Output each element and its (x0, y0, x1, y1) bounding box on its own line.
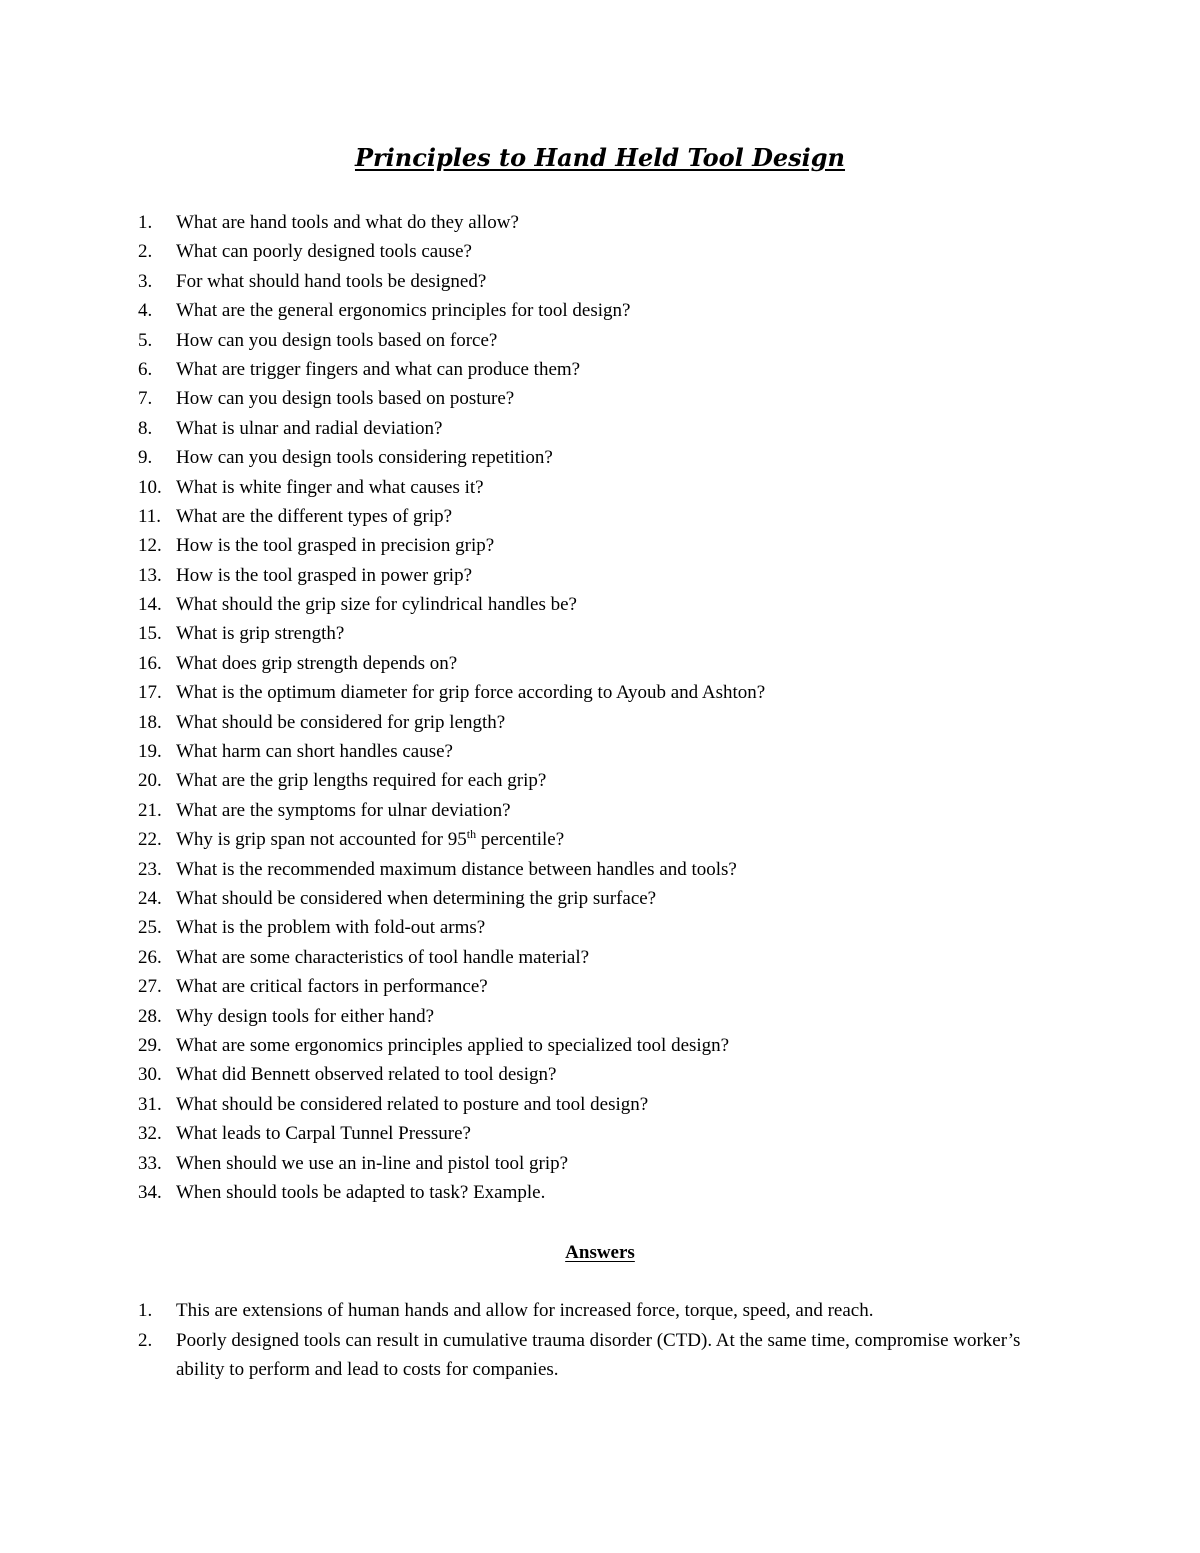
question-item (138, 1031, 1098, 1060)
question-number: 25. (138, 917, 162, 939)
question-text: What should be considered related to posture and tool design? (176, 1093, 649, 1115)
question-text: What are critical factors in performance? (176, 976, 488, 998)
question-item (138, 208, 1098, 237)
question-text: What is grip strength? (176, 623, 345, 645)
question-text: What leads to Carpal Tunnel Pressure? (176, 1123, 471, 1145)
answers-heading: Answers (565, 1242, 635, 1263)
question-number: 15. (138, 623, 162, 645)
question-text: What is the optimum diameter for grip force according to Ayoub and Ashton? (176, 682, 766, 704)
question-text: When should we use an in-line and pistol tool grip? (176, 1152, 569, 1174)
question-number: 26. (138, 946, 162, 968)
question-text: What are some characteristics of tool handle material? (176, 946, 590, 968)
question-text: What are the grip lengths required for each grip? (176, 770, 547, 792)
question-number: 17. (138, 682, 162, 704)
answer-number: 2. (138, 1329, 153, 1351)
question-text: For what should hand tools be designed? (176, 270, 487, 292)
question-text: What are the different types of grip? (176, 505, 453, 527)
question-item (138, 1119, 1098, 1148)
question-text: What should be considered for grip length? (176, 711, 506, 733)
question-item (138, 1178, 1098, 1207)
question-item (138, 766, 1098, 795)
question-item (138, 796, 1098, 825)
question-number: 32. (138, 1123, 162, 1145)
question-number: 6. (138, 358, 153, 380)
question-item (138, 414, 1098, 443)
question-text: When should tools be adapted to task? Example. (176, 1181, 546, 1203)
answer-number: 1. (138, 1300, 153, 1321)
question-item (138, 1090, 1098, 1119)
question-number: 7. (138, 388, 153, 410)
question-text: What harm can short handles cause? (176, 741, 453, 763)
question-text: What are trigger fingers and what can produce them? (176, 358, 581, 380)
question-number: 24. (138, 887, 162, 909)
question-number: 30. (138, 1064, 162, 1086)
question-number: 1. (138, 212, 153, 233)
question-number: 27. (138, 976, 162, 998)
question-text: What are hand tools and what do they allow? (176, 212, 519, 233)
question-item (138, 355, 1098, 384)
question-item (138, 1002, 1098, 1031)
question-item (138, 296, 1098, 325)
question-text: What are the general ergonomics principles for tool design? (176, 300, 631, 322)
question-text: What does grip strength depends on? (176, 652, 458, 674)
answer-item (138, 1326, 1068, 1385)
question-text: How is the tool grasped in power grip? (176, 564, 473, 586)
question-item (138, 619, 1098, 648)
question-item (138, 237, 1098, 266)
question-number: 16. (138, 652, 162, 674)
question-item (138, 708, 1098, 737)
question-text: What is the problem with fold-out arms? (176, 917, 486, 939)
answer-item (138, 1296, 1068, 1326)
question-number: 19. (138, 741, 162, 763)
question-text: What should the grip size for cylindrical handles be? (176, 594, 577, 616)
question-item (138, 737, 1098, 766)
question-text: How can you design tools considering repetition? (176, 447, 553, 469)
question-item (138, 943, 1098, 972)
question-number: 28. (138, 1005, 162, 1027)
question-item (138, 531, 1098, 560)
answer-text: Poorly designed tools can result in cumulative trauma disorder (CTD). At the same time, compromise worker’s ability to perform and lead to costs for companies. (176, 1329, 1021, 1380)
question-item (138, 1060, 1098, 1089)
question-item (138, 913, 1098, 942)
question-item (138, 384, 1098, 413)
question-number: 11. (138, 505, 162, 527)
question-item (138, 267, 1098, 296)
superscript: th (466, 827, 477, 842)
question-text: Why is grip span not accounted for 95 (176, 829, 467, 851)
question-number: 12. (138, 535, 162, 557)
question-item (138, 678, 1098, 707)
answer-text: This are extensions of human hands and allow for increased force, torque, speed, and reach. (176, 1300, 874, 1321)
question-number: 33. (138, 1152, 162, 1174)
question-number: 13. (138, 564, 162, 586)
question-number: 31. (138, 1093, 162, 1115)
question-number: 10. (138, 476, 162, 498)
question-number: 29. (138, 1034, 162, 1056)
question-text: Why design tools for either hand? (176, 1005, 435, 1027)
question-item (138, 825, 1098, 854)
question-item (138, 473, 1098, 502)
question-text: What should be considered when determining the grip surface? (176, 887, 657, 909)
question-number: 2. (138, 241, 153, 263)
answers-list (138, 1296, 1068, 1385)
question-text: What is the recommended maximum distance between handles and tools? (176, 858, 737, 880)
question-number: 8. (138, 417, 153, 439)
question-number: 18. (138, 711, 162, 733)
question-number: 23. (138, 858, 162, 880)
question-number: 3. (138, 270, 153, 292)
question-number: 9. (138, 447, 153, 469)
question-number: 5. (138, 329, 153, 351)
question-item (138, 649, 1098, 678)
question-number: 20. (138, 770, 162, 792)
question-text: What can poorly designed tools cause? (176, 241, 472, 263)
question-item (138, 326, 1098, 355)
question-text: What are some ergonomics principles applied to specialized tool design? (176, 1034, 730, 1056)
question-number: 4. (138, 300, 153, 322)
questions-list (138, 208, 1098, 1207)
question-text: What is ulnar and radial deviation? (176, 417, 443, 439)
question-item (138, 590, 1098, 619)
question-item (138, 1149, 1098, 1178)
question-item (138, 502, 1098, 531)
question-text-end: percentile? (476, 829, 565, 851)
question-item (138, 884, 1098, 913)
question-text: What are the symptoms for ulnar deviation? (176, 799, 511, 821)
question-number: 21. (138, 799, 162, 821)
question-number: 22. (138, 829, 162, 851)
question-text: What is white finger and what causes it? (176, 476, 484, 498)
question-item (138, 561, 1098, 590)
question-item (138, 972, 1098, 1001)
question-item (138, 443, 1098, 472)
page-title: Principles to Hand Held Tool Design (354, 143, 846, 172)
question-number: 14. (138, 594, 162, 616)
question-text: How is the tool grasped in precision grip? (176, 535, 495, 557)
question-text: How can you design tools based on posture? (176, 388, 515, 410)
question-text: What did Bennett observed related to tool design? (176, 1064, 557, 1086)
question-item (138, 855, 1098, 884)
question-text: How can you design tools based on force? (176, 329, 498, 351)
question-number: 34. (138, 1181, 162, 1203)
